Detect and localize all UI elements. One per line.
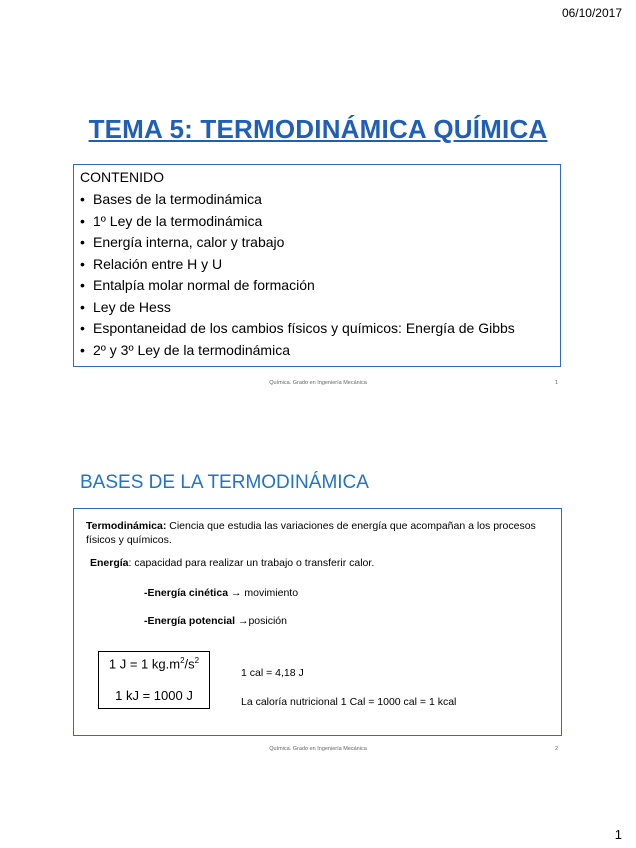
definition-term: Termodinámica: [86,520,167,532]
document-date: 06/10/2017 [561,6,622,20]
slide-2-number: 2 [554,746,558,752]
definition-text: Ciencia que estudia las variaciones de energía que acompañan a los procesos físicos y químicos. [86,520,536,546]
joule-mid: /s [184,656,195,672]
contents-item: • Relación entre H y U [80,254,554,276]
joule-exp-2: 2 [194,656,200,665]
energy-text: : capacidad para realizar un trabajo o transferir calor. [128,557,375,569]
kinetic-text: → movimiento [228,587,299,599]
joule-prefix: 1 J = 1 kg.m [108,656,181,672]
slide-2-footer: Química. Grado en Ingeniería Mecánica [269,746,367,752]
potential-text: →posición [235,615,287,627]
joule-exp-1: 2 [180,656,185,665]
slide-2-title: BASES DE LA TERMODINÁMICA [80,472,369,493]
slide-1-title: TEMA 5: TERMODINÁMICA QUÍMICA [88,114,548,144]
contents-item: • 2º y 3º Ley de la termodinámica [80,340,554,362]
contents-list [80,189,554,361]
contents-item: • Energía interna, calor y trabajo [80,232,554,254]
potential-term: -Energía potencial [144,615,236,627]
contents-item: • Espontaneidad de los cambios físicos y químicos: Energía de Gibbs [80,318,554,340]
page-number: 1 [614,827,622,842]
slide-1-number: 1 [554,380,558,386]
calorie-equivalence: 1 cal = 4,18 J [241,667,304,679]
slide-2 [0,460,636,760]
kinetic-line [144,587,298,599]
contents-item: • 1º Ley de la termodinámica [80,211,554,233]
definitions-box [73,508,562,736]
definition-paragraph [86,519,546,547]
kilojoule-definition: 1 kJ = 1000 J [115,688,193,703]
energy-term: Energía [90,557,129,569]
kinetic-term: -Energía cinética [144,587,229,599]
slide-1 [0,88,636,408]
contents-heading: CONTENIDO [80,169,164,185]
contents-item: • Bases de la termodinámica [80,189,554,211]
slide-1-footer: Química. Grado en Ingeniería Mecánica [269,380,367,386]
contents-item: • Ley de Hess [80,297,554,319]
contents-item: • Entalpía molar normal de formación [80,275,554,297]
units-box [98,651,210,709]
nutritional-calorie: La caloría nutricional 1 Cal = 1000 cal = 1 kcal [241,696,457,708]
energy-line [90,557,374,569]
contents-box [73,164,561,367]
potential-line [144,615,287,627]
joule-definition [99,656,209,671]
